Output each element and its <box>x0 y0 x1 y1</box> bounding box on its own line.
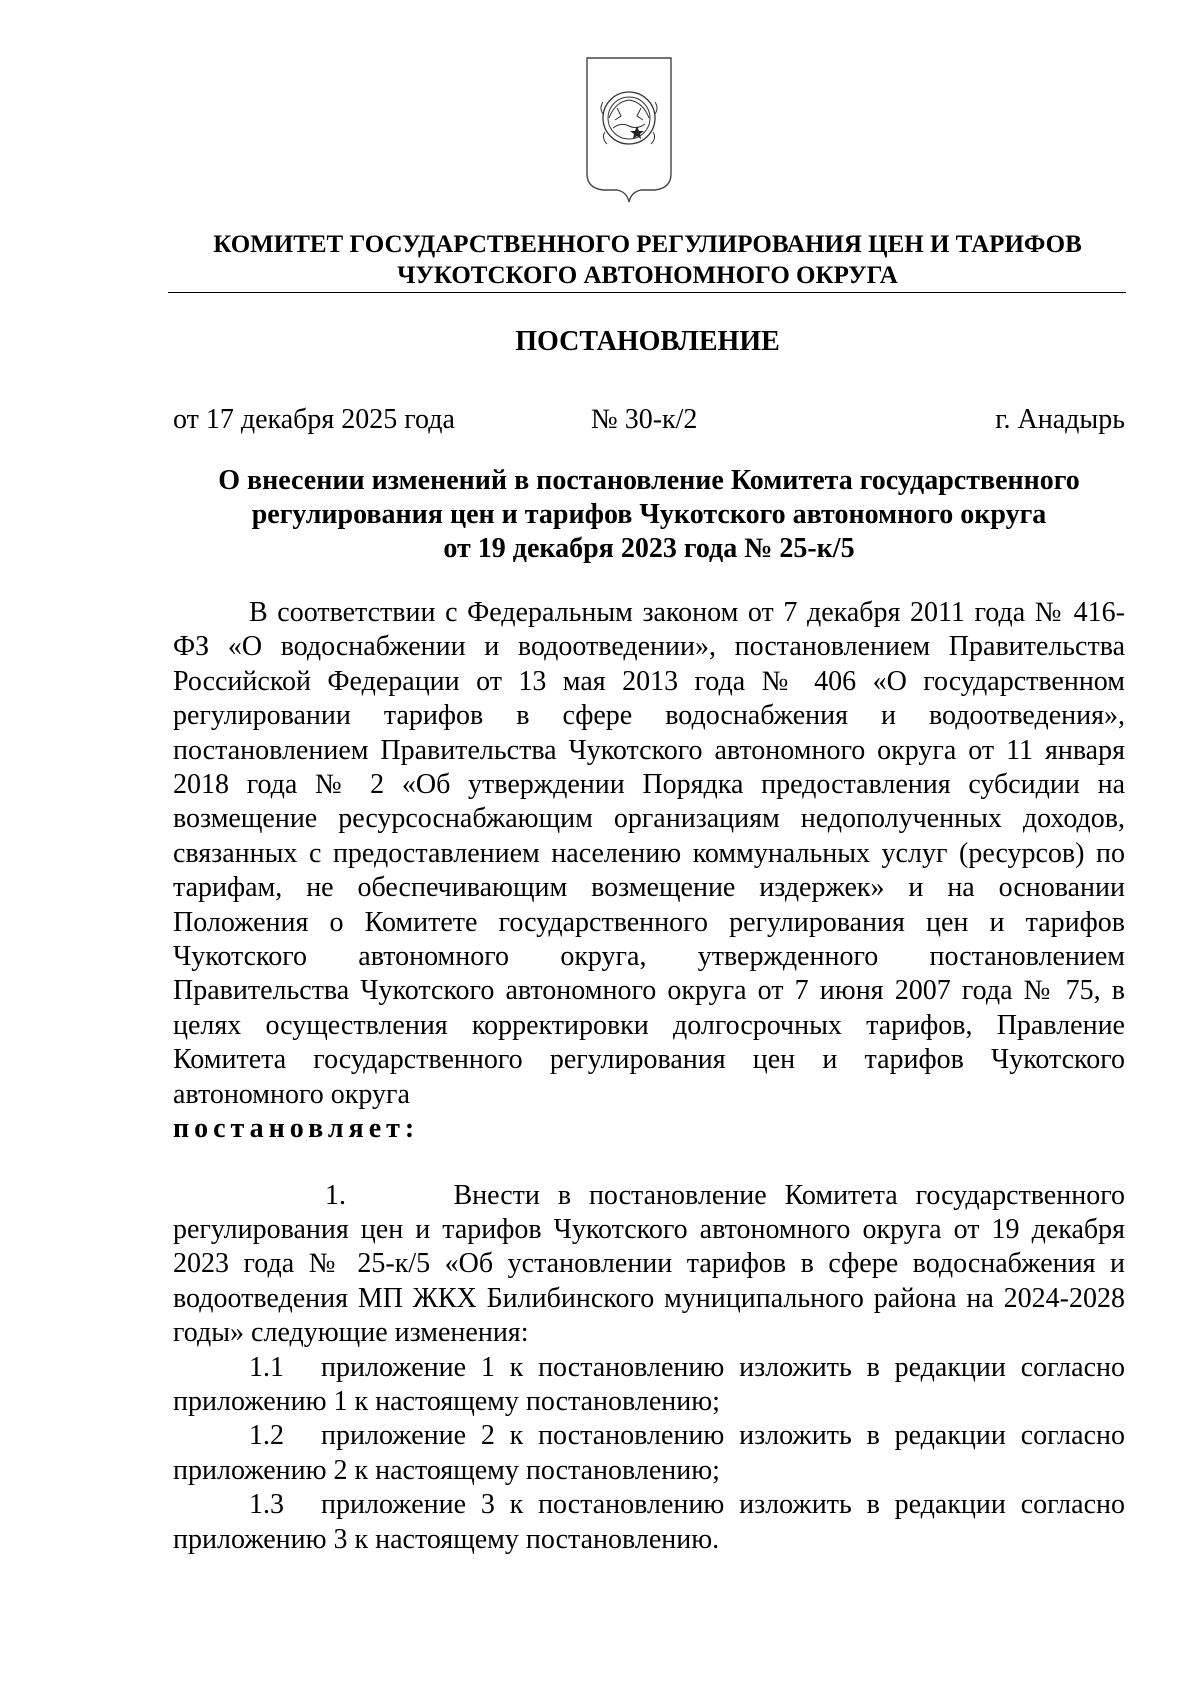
subitem-number: 1.2 <box>249 1420 284 1452</box>
subitem-1-3 <box>173 1488 1125 1557</box>
subject-line-1: О внесении изменений в постановление Комитета государственного <box>218 465 1080 496</box>
document-number: № 30-к/2 <box>591 404 698 435</box>
subitem-number: 1.1 <box>249 1351 284 1383</box>
item-1-text: Внести в постановление Комитета государственного регулирования цен и тарифов Чукотского автономного округа от 19 декабря 2023 года № 25-к/5 «Об установлении тарифов в сфере водоснабжения и водоотведения МП ЖКХ Билибинского муниципального района на 2024-2028 годы» следующие изменения: <box>173 1179 1125 1349</box>
subitem-number: 1.3 <box>249 1489 284 1521</box>
organization-name-line-1: КОМИТЕТ ГОСУДАРСТВЕННОГО РЕГУЛИРОВАНИЯ ЦЕН И ТАРИФОВ <box>213 231 1082 258</box>
header-divider <box>168 292 1126 293</box>
coat-of-arms-emblem <box>585 56 673 206</box>
issuing-organization <box>170 229 1125 291</box>
subitem-text: приложение 3 к постановлению изложить в редакции согласно приложению 3 к настоящему постановлению. <box>173 1489 1125 1555</box>
subitem-1-1 <box>173 1351 1125 1420</box>
document-meta-row <box>173 403 1125 437</box>
subject-line-3: от 19 декабря 2023 года № 25-к/5 <box>443 533 855 564</box>
subitem-text: приложение 1 к постановлению изложить в редакции согласно приложению 1 к настоящему постановлению; <box>173 1351 1125 1417</box>
item-1-paragraph <box>173 1179 1125 1351</box>
document-place: г. Анадырь <box>995 404 1125 435</box>
organization-name-line-2: ЧУКОТСКОГО АВТОНОМНОГО ОКРУГА <box>397 262 898 289</box>
subitem-text: приложение 2 к постановлению изложить в редакции согласно приложению 2 к настоящему постановлению; <box>173 1420 1125 1486</box>
item-1-number: 1. <box>325 1179 346 1211</box>
subitem-1-2 <box>173 1419 1125 1488</box>
document-subject <box>173 464 1125 566</box>
decree-word: постановляет: <box>173 1113 420 1145</box>
subject-line-2: регулирования цен и тарифов Чукотского автономного округа <box>251 499 1047 530</box>
preamble-paragraph: В соответствии с Федеральным законом от 7 декабря 2011 года № 416-ФЗ «О водоснабжении и водоотведении», постановлением Правительства Российской Федерации от 13 мая 2013 года № 406 «О государственном регулировании тарифов в сфере водоснабжения и водоотведения», постановлением Правительства Чукотского автономного округа от 11 января 2018 года № 2 «Об утверждении Порядка предоставления субсидии на возмещение ресурсоснабжающим организациям недополученных доходов, связанных с предоставлением населению коммунальных услуг (ресурсов) по тарифам, не обеспечивающим возмещение издержек» и на основании Положения о Комитете государственного регулирования цен и тарифов Чукотского автономного округа, утвержденного постановлением Правительства Чукотского автономного округа от 7 июня 2007 года № 75, в целях осуществления корректировки долгосрочных тарифов, Правление Комитета государственного регулирования цен и тарифов Чукотского автономного округа <box>173 597 1125 1110</box>
document-date: от 17 декабря 2025 года <box>173 404 455 435</box>
document-type-title: ПОСТАНОВЛЕНИЕ <box>515 326 780 357</box>
document-body <box>173 596 1125 1557</box>
